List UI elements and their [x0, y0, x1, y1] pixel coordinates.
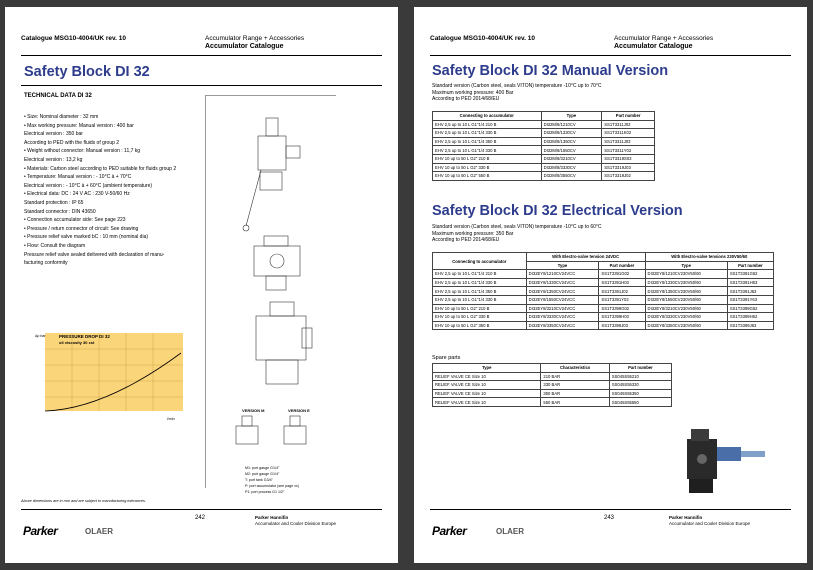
table-cell: EHV 2,5 up to 10 L G1"1/4 350 B [433, 287, 527, 296]
table-cell: 350 BAR [541, 389, 609, 398]
spec-line: • Max working pressure: Manual version : 400 bar [24, 122, 134, 129]
table-cell: EHV 2,5 up to 10 L G1"1/4 210 B [433, 270, 527, 279]
column-subheader: Part number [599, 261, 645, 270]
spare-parts-table [432, 363, 672, 407]
table-row [433, 321, 774, 330]
table-cell: DI32EY8/3350CV24VCC [526, 321, 599, 330]
table-row [433, 172, 655, 181]
table-cell: SS1T3311Y02 [602, 146, 655, 155]
table-cell: DI32EY8/1550CV24VCC [526, 295, 599, 304]
table-cell: SS1T3319S03 [602, 154, 655, 163]
table-cell: SS1T3399J03 [599, 321, 645, 330]
table-cell: SS1T3311K02 [602, 129, 655, 138]
column-subheader: Part number [727, 261, 773, 270]
chart-xlabel: l/min [167, 417, 175, 421]
table-cell: DI32EY8/3210CV24VCC [526, 304, 599, 313]
spec-line: Electrical version : - 10°C à + 60°C (ambient temperature) [24, 182, 153, 189]
chart-subtitle: oil viscosity 30 cst [59, 340, 95, 345]
desc-line: According to PED 2014/68/EU [432, 96, 500, 103]
company-name: Parker Hannifin [669, 515, 703, 520]
version-e-label: VERSION E [288, 408, 310, 413]
table-cell: SS1T3399G62 [727, 304, 773, 313]
table-cell: EHV 2,5 up to 10 L G1"1/4 330 B [433, 146, 542, 155]
table-cell: EHV 10 up to 50 L G2" 330 B [433, 163, 542, 172]
disclaimer: Above dimensions are in mm and are subject to manufacturing tolerances. [21, 499, 146, 503]
table-cell: SS1T3391H63 [727, 278, 773, 287]
header-right [205, 35, 304, 51]
table-cell: EHV 10 up to 50 L G2" 330 B [433, 313, 527, 322]
table-cell: DI32EY8/1210CV24VCC [526, 270, 599, 279]
table-cell: SS1T3399G02 [599, 304, 645, 313]
table-row [433, 120, 655, 129]
table-cell: DI32M/8/3550CV [541, 172, 602, 181]
spec-line: • Temperature: Manual version : - 10°C à + 70°C [24, 174, 132, 181]
tech-heading: TECHNICAL DATA DI 32 [24, 93, 92, 99]
desc-line: Standard version (Carbon steel, seals VITON) temperature -10°C up to 70°C [432, 83, 602, 89]
table-cell: SS045S55350 [609, 389, 671, 398]
manual-title: Safety Block DI 32 Manual Version [432, 63, 669, 79]
header-rule [21, 55, 382, 56]
spec-line: • Flow: Consult the diagram [24, 242, 86, 249]
table-cell: RELIEF VALVE CE Size 10 [433, 372, 541, 381]
division-name: Accumulator and Cooler Division Europe [255, 521, 337, 526]
table-row [433, 278, 774, 287]
column-header: Type [541, 112, 602, 121]
spec-line: • Pressure / return connector of circuit: See drawing [24, 225, 139, 232]
table-cell: SS1T3391H03 [599, 278, 645, 287]
footer-company [255, 515, 336, 527]
table-row [433, 389, 672, 398]
catalog-name: Accumulator Catalogue [614, 43, 693, 50]
column-header: Type [433, 364, 541, 373]
table-cell: DI32EY8/1330CV24VCC [526, 278, 599, 287]
table-cell: EHV 2,5 up to 10 L G1"1/4 330 B [433, 278, 527, 287]
electrical-description [432, 224, 602, 244]
spec-line: Electrical version : 13,2 kg [24, 156, 83, 163]
table-row [433, 137, 655, 146]
table-cell: DI32EY8/1210CV230V50/60 [645, 270, 727, 279]
legend-line: P: port accumulator (see page xx) [245, 484, 299, 488]
table-cell: SS045S55210 [609, 372, 671, 381]
table-cell: DI32M/8/1210CV [541, 120, 602, 129]
manual-table [432, 111, 655, 181]
table-cell: SS1T3391J63 [727, 287, 773, 296]
table-cell: SS1T3391Y02 [599, 295, 645, 304]
parker-logo: Parker [23, 524, 58, 538]
table-cell: SS1T3391G62 [727, 270, 773, 279]
table-cell: DI32M/8/1550CV [541, 146, 602, 155]
table-row [433, 129, 655, 138]
table-cell: SS1T3391G02 [599, 270, 645, 279]
catalogue-ref: Catalogue MSG10-4004/UK rev. 10 [430, 35, 536, 42]
table-row [433, 270, 774, 279]
table-cell: SS1T3399H62 [727, 313, 773, 322]
table-cell: DI32EY8/3210CV230V50/60 [645, 304, 727, 313]
column-header: With Electro-valve tension 24VDC [526, 253, 645, 262]
chart-ylabel: Δp bar [35, 334, 46, 338]
table-cell: RELIEF VALVE CE Size 10 [433, 381, 541, 390]
table-row [433, 313, 774, 322]
table-cell: DI32M/8/3330CV [541, 163, 602, 172]
table-cell: DI32M/8/1350CV [541, 137, 602, 146]
table-row [433, 146, 655, 155]
footer-company [669, 515, 750, 527]
desc-line: According to PED 2014/68/EU [432, 237, 500, 244]
table-cell: DI32M/8/3210CV [541, 154, 602, 163]
spec-line: Electrical version : 350 bar [24, 131, 83, 138]
table-row [433, 381, 672, 390]
legend-line: M2: port gauge G1/4" [245, 472, 280, 476]
legend-line: T: port tank G3/4" [245, 478, 273, 482]
column-header: Characteristics [541, 364, 609, 373]
chart-title: PRESSURE DROP DI 32 [59, 334, 110, 339]
header-right [614, 35, 713, 51]
table-cell: EHV 10 up to 50 L G2" 210 B [433, 154, 542, 163]
footer-rule [430, 509, 791, 510]
desc-line: Maximum working pressure: 400 Bar [432, 89, 514, 96]
table-cell: 330 BAR [541, 381, 609, 390]
drawing-svg [206, 96, 336, 488]
table-cell: SS045S55550 [609, 398, 671, 407]
spec-line: According to PED with the fluids of group 2 [24, 139, 120, 146]
table-row [433, 372, 672, 381]
title-rule [21, 85, 382, 86]
page-title: Safety Block DI 32 [24, 64, 150, 80]
table-cell: SS1T3311J02 [602, 120, 655, 129]
table-cell: EHV 2,5 up to 10 L G1"1/4 350 B [433, 137, 542, 146]
company-name: Parker Hannifin [255, 515, 289, 520]
table-cell: SS1T3311J03 [602, 137, 655, 146]
table-cell: DI32EY8/3330CV230V50/60 [645, 313, 727, 322]
spec-line: facturing conformity [24, 260, 68, 267]
footer-rule [21, 509, 382, 510]
pressure-drop-chart [35, 329, 185, 421]
table-cell: DI32EY8/3350CV230V50/60 [645, 321, 727, 330]
spec-line: • Weight without connector: Manual version : 11,7 kg [24, 148, 141, 155]
header-rule [430, 55, 791, 56]
electrical-table [432, 252, 774, 330]
column-header: Part number [609, 364, 671, 373]
table-cell: SS1T3319J03 [602, 163, 655, 172]
port-legend [245, 465, 299, 495]
table-cell: SS1T3391Y63 [727, 295, 773, 304]
header-row [433, 364, 672, 373]
desc-line: Maximum working pressure: 350 Bar [432, 230, 514, 237]
table-cell: DI32EY8/1350CV24VCC [526, 287, 599, 296]
table-cell: DI32EY8/1330CV230V50/60 [645, 278, 727, 287]
table-cell: EHV 10 up to 50 L G2" 210 B [433, 304, 527, 313]
header-row [433, 112, 655, 121]
spec-line: • Pressure relief valve marked bC : 10 mm (nominal dia) [24, 234, 149, 241]
desc-line: Standard version (Carbon steel, seals VITON) temperature -10°C up to 60°C [432, 224, 602, 230]
table-cell: RELIEF VALVE CE Size 10 [433, 398, 541, 407]
manual-description [432, 83, 602, 103]
header-row [433, 253, 774, 262]
table-cell: SS045S55330 [609, 381, 671, 390]
table-cell: EHV 2,5 up to 10 L G1"1/4 330 B [433, 129, 542, 138]
table-row [433, 398, 672, 407]
range-label: Accumulator Range + Accessories [614, 35, 714, 42]
table-cell: EHV 2,5 up to 10 L G1"1/4 330 B [433, 295, 527, 304]
legend-line: P1: port process G1 1/2" [245, 490, 285, 494]
spare-parts-title: Spare parts [432, 355, 461, 361]
column-header: Connecting to accumulator [433, 253, 527, 270]
spec-line: Pressure relief valve sealed delivered with declaration of manu- [24, 251, 165, 258]
spec-line: Standard protection : IP 65 [24, 199, 84, 206]
catalog-page-left [5, 7, 398, 563]
spec-line: • Electrical data: DC : 24 V AC : 230 V-50/60 Hz [24, 191, 130, 198]
column-header: Part number [602, 112, 655, 121]
legend-line: M1: port gauge G1/4" [245, 466, 280, 470]
table-cell: 550 BAR [541, 398, 609, 407]
table-cell: SS1T3399J63 [727, 321, 773, 330]
spec-line: Standard connector : DIN 43650 [24, 208, 96, 215]
table-cell: EHV 10 up to 50 L G2" 550 B [433, 172, 542, 181]
table-cell: SS1T3391J02 [599, 287, 645, 296]
parker-logo: Parker [432, 524, 467, 538]
olaer-logo: OLAER [496, 527, 524, 536]
table-cell: EHV 10 up to 50 L G2" 350 B [433, 321, 527, 330]
spec-list [24, 113, 214, 268]
catalog-name: Accumulator Catalogue [205, 43, 284, 50]
table-cell: DI32M/8/1330CV [541, 129, 602, 138]
version-m-label: VERSION M [242, 408, 265, 413]
product-photo [659, 417, 769, 497]
page-number: 243 [604, 515, 615, 521]
page-number: 242 [195, 515, 206, 521]
column-header: With Electro-valve tensions 230V50/60 [645, 253, 773, 262]
table-cell: DI32EY8/3330CV24VCC [526, 313, 599, 322]
table-row [433, 163, 655, 172]
table-row [433, 154, 655, 163]
division-name: Accumulator and Cooler Division Europe [669, 521, 751, 526]
column-header: Connecting to accumulator [433, 112, 542, 121]
table-cell: 210 BAR [541, 372, 609, 381]
catalog-page-right [414, 7, 807, 563]
table-cell: EHV 2,5 up to 10 L G1"1/4 210 B [433, 120, 542, 129]
column-subheader: Type [526, 261, 599, 270]
electrical-title: Safety Block DI 32 Electrical Version [432, 203, 683, 219]
table-row [433, 287, 774, 296]
spec-line: • Size: Nominal diameter : 32 mm [24, 114, 99, 120]
technical-drawing [205, 95, 336, 488]
table-cell: RELIEF VALVE CE Size 10 [433, 389, 541, 398]
table-cell: DI32EY8/1550CV230V50/60 [645, 295, 727, 304]
table-cell: SS1T3319J02 [602, 172, 655, 181]
range-label: Accumulator Range + Accessories [205, 35, 305, 42]
spec-line: • Materials: Carbon steel according to PED suitable for fluids group 2 [24, 165, 177, 172]
table-cell: DI32EY8/1350CV230V50/60 [645, 287, 727, 296]
catalogue-ref: Catalogue MSG10-4004/UK rev. 10 [21, 35, 127, 42]
spec-line: • Connection accumulator side: See page 223 [24, 217, 126, 224]
column-subheader: Type [645, 261, 727, 270]
table-row [433, 304, 774, 313]
table-row [433, 295, 774, 304]
olaer-logo: OLAER [85, 527, 113, 536]
table-cell: SS1T3399H03 [599, 313, 645, 322]
